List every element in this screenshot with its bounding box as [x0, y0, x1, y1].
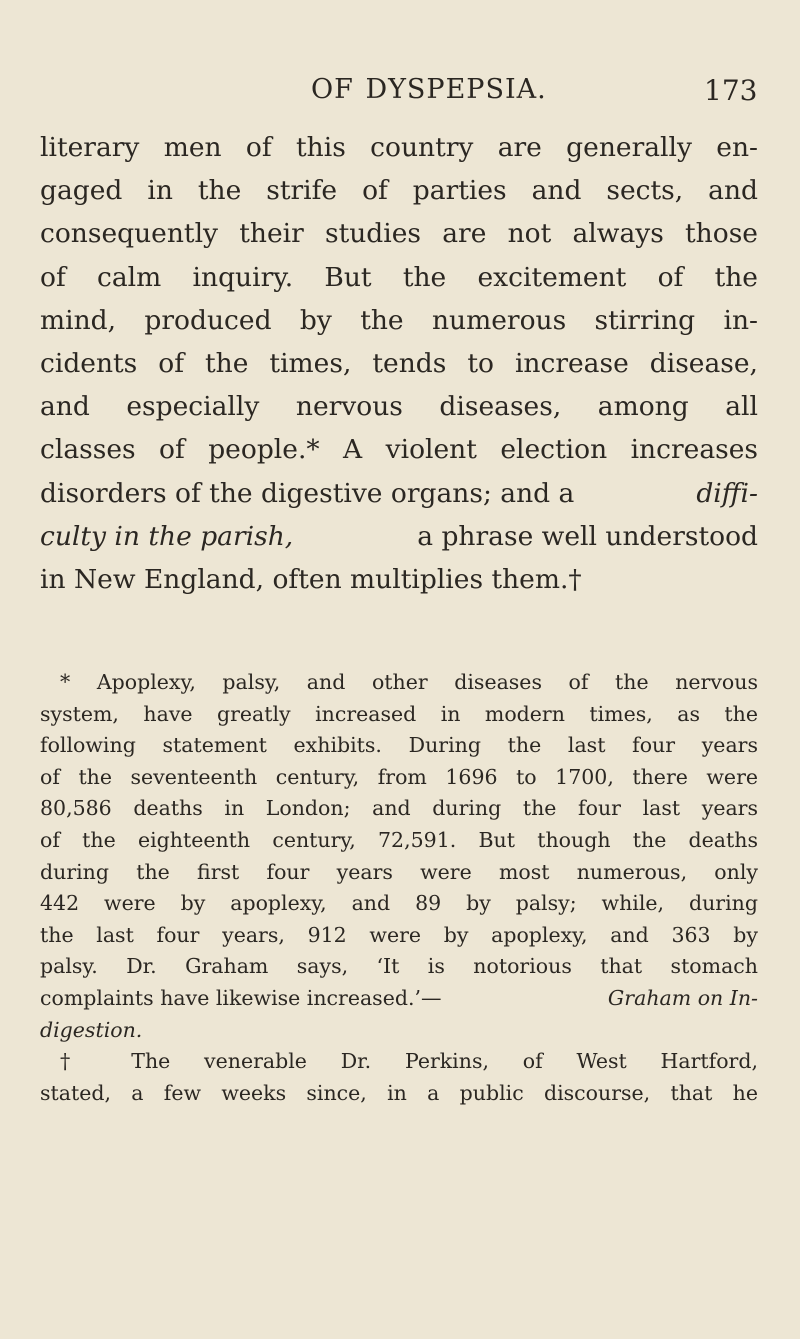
footnote-line: 442 were by apoplexy, and 89 by palsy; while, during — [40, 891, 758, 916]
text-line: cidents of the times, tends to increase disease, — [40, 347, 758, 379]
text-line: consequently their studies are not always those — [40, 218, 758, 250]
footnote-line: the last four years, 912 were by apoplexy, and 363 by — [40, 922, 758, 947]
running-head: OF DYSPEPSIA. — [311, 74, 547, 105]
text-line — [40, 515, 758, 558]
text-line: of calm inquiry. But the excitement of the — [40, 261, 758, 293]
text-segment: disorders of the digestive organs; and a — [40, 477, 575, 509]
footnote-line: palsy. Dr. Graham says, ‘It is notorious that stomach — [40, 954, 758, 979]
italic-segment: Graham on In- — [607, 985, 758, 1010]
footnote-line: † The venerable Dr. Perkins, of West Hartford, — [60, 1049, 758, 1074]
italic-segment: digestion. — [40, 1017, 143, 1042]
page-number: 173 — [704, 74, 758, 107]
footnote-line: stated, a few weeks since, in a public discourse, that he — [40, 1080, 758, 1105]
footnote-line — [40, 983, 758, 1015]
text-segment: a phrase well understood — [417, 520, 758, 552]
footnotes — [40, 667, 758, 1109]
footnote-line: * Apoplexy, palsy, and other diseases of the nervous — [60, 670, 758, 694]
footnote-line: of the eighteenth century, 72,591. But though the deaths — [40, 827, 758, 852]
footnote-line: during the first four years were most numerous, only — [40, 859, 758, 884]
italic-segment: diffi- — [696, 477, 758, 509]
body-text — [40, 126, 758, 601]
footnote-line: following statement exhibits. During the last four years — [40, 733, 758, 758]
footnote-line: of the seventeenth century, from 1696 to 1700, there were — [40, 764, 758, 789]
text-line: literary men of this country are generally en- — [40, 132, 758, 163]
text-segment: complaints have likewise increased.’— — [40, 985, 442, 1010]
text-line: and especially nervous diseases, among all — [40, 391, 758, 423]
text-line: mind, produced by the numerous stirring in- — [40, 304, 758, 336]
italic-segment: culty in the parish, — [40, 520, 294, 552]
page-header — [0, 74, 800, 114]
text-line: in New England, often multiplies them.† — [40, 563, 582, 595]
footnote-line — [40, 1015, 758, 1047]
text-line: gaged in the strife of parties and sects, and — [40, 175, 758, 207]
footnote-line: system, have greatly increased in modern times, as the — [40, 701, 758, 726]
footnote-line: 80,586 deaths in London; and during the four last years — [40, 796, 758, 821]
text-line — [40, 472, 758, 515]
text-line: classes of people.* A violent election increases — [40, 434, 758, 466]
